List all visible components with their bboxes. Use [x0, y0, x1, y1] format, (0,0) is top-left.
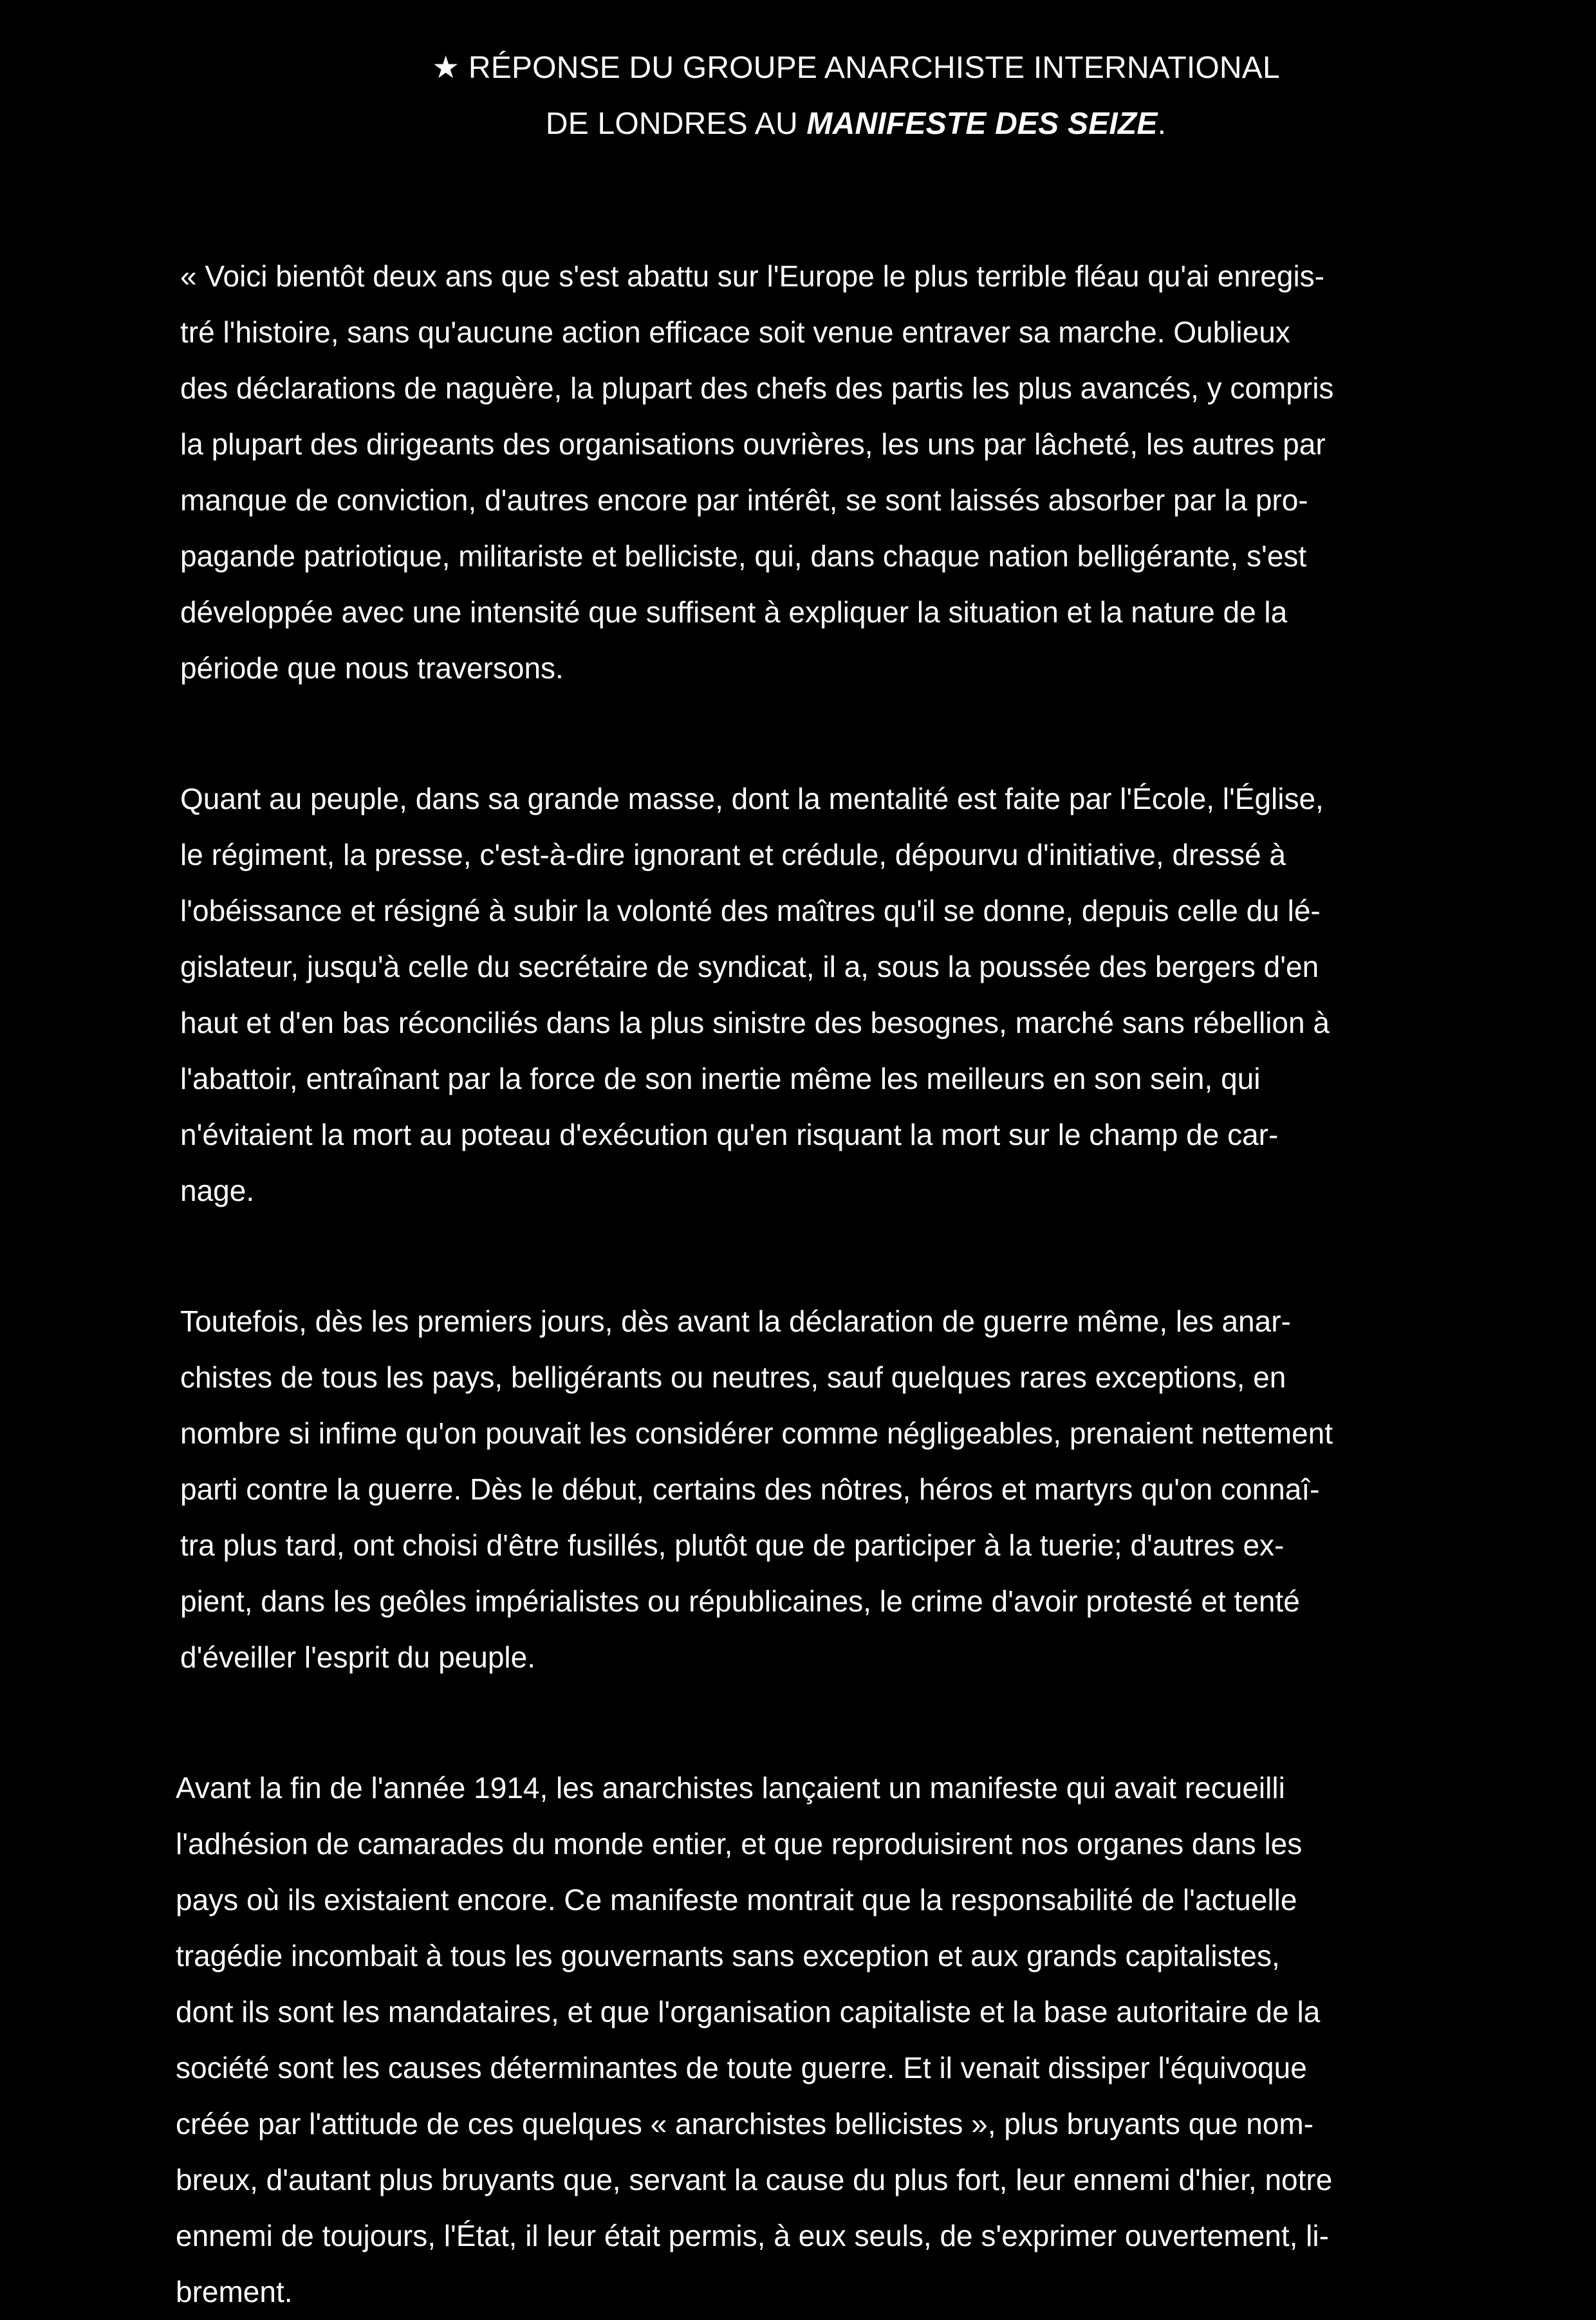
- text-line: Avant la fin de l'année 1914, les anarchistes lançaient un manifeste qui avait recueilli: [176, 1771, 1285, 1805]
- text-line: parti contre la guerre. Dès le début, certains des nôtres, héros et martyrs qu'on connaî-: [180, 1472, 1320, 1506]
- paragraph-gap: [0, 1219, 1596, 1294]
- text-line: nombre si infime qu'on pouvait les considérer comme négligeables, prenaient nettement: [180, 1416, 1333, 1450]
- title-manifesto-name: MANIFESTE DES SEIZE: [806, 107, 1158, 141]
- text-line: pient, dans les geôles impérialistes ou républicaines, le crime d'avoir protesté et tenté: [180, 1584, 1300, 1618]
- paragraph-1: [0, 248, 1596, 696]
- text-line: tré l'histoire, sans qu'aucune action efficace soit venue entraver sa marche. Oublieux: [180, 315, 1290, 349]
- title-line-1: [0, 40, 1596, 96]
- text-line: d'éveiller l'esprit du peuple.: [180, 1640, 535, 1674]
- document-title: [0, 40, 1596, 152]
- text-line: l'abattoir, entraînant par la force de son inertie même les meilleurs en son sein, qui: [180, 1062, 1261, 1095]
- star-icon: ★: [432, 51, 460, 85]
- text-line: brement.: [176, 2275, 293, 2308]
- paragraph-gap: [0, 1685, 1596, 1760]
- text-line: des déclarations de naguère, la plupart des chefs des partis les plus avancés, y compris: [180, 371, 1334, 405]
- text-line: « Voici bientôt deux ans que s'est abattu sur l'Europe le plus terrible fléau qu'ai enregis-: [180, 259, 1324, 293]
- paragraph-2: [0, 771, 1596, 1219]
- paragraph-gap: [0, 696, 1596, 771]
- title-text-1: RÉPONSE DU GROUPE ANARCHISTE INTERNATIONAL: [468, 51, 1280, 85]
- text-line: pagande patriotique, militariste et belliciste, qui, dans chaque nation belligérante, s'est: [180, 539, 1307, 573]
- text-line: pays où ils existaient encore. Ce manifeste montrait que la responsabilité de l'actuelle: [176, 1883, 1297, 1916]
- title-text-2-suffix: .: [1157, 107, 1167, 141]
- text-line: période que nous traversons.: [180, 651, 564, 685]
- text-line: chistes de tous les pays, belligérants ou neutres, sauf quelques rares exceptions, en: [180, 1360, 1286, 1394]
- text-line: manque de conviction, d'autres encore par intérêt, se sont laissés absorber par la pro-: [180, 483, 1308, 517]
- text-line: l'obéissance et résigné à subir la volonté des maîtres qu'il se donne, depuis celle du lé-: [180, 894, 1321, 927]
- text-line: créée par l'attitude de ces quelques « anarchistes bellicistes », plus bruyants que nom-: [176, 2107, 1314, 2140]
- text-line: haut et d'en bas réconciliés dans la plus sinistre des besognes, marché sans rébellion à: [180, 1006, 1330, 1039]
- text-line: nage.: [180, 1174, 255, 1207]
- text-line: gislateur, jusqu'à celle du secrétaire de syndicat, il a, sous la poussée des bergers d'en: [180, 950, 1319, 983]
- text-line: ennemi de toujours, l'État, il leur était permis, à eux seuls, de s'exprimer ouvertement, li-: [176, 2219, 1329, 2252]
- text-line: Toutefois, dès les premiers jours, dès avant la déclaration de guerre même, les anar-: [180, 1304, 1291, 1338]
- text-line: tragédie incombait à tous les gouvernants sans exception et aux grands capitalistes,: [176, 1939, 1280, 1972]
- text-line: la plupart des dirigeants des organisations ouvrières, les uns par lâcheté, les autres par: [180, 427, 1326, 461]
- title-text-2-prefix: DE LONDRES AU: [545, 107, 807, 141]
- text-line: Quant au peuple, dans sa grande masse, dont la mentalité est faite par l'École, l'Église,: [180, 782, 1324, 815]
- document-body: [0, 248, 1596, 2320]
- text-line: dont ils sont les mandataires, et que l'organisation capitaliste et la base autoritaire de la: [176, 1995, 1321, 2028]
- text-line: n'évitaient la mort au poteau d'exécution qu'en risquant la mort sur le champ de car-: [180, 1118, 1279, 1151]
- text-line: tra plus tard, ont choisi d'être fusillés, plutôt que de participer à la tuerie; d'autres ex-: [180, 1528, 1285, 1562]
- paragraph-3: [0, 1294, 1596, 1685]
- text-line: l'adhésion de camarades du monde entier, et que reproduisirent nos organes dans les: [176, 1827, 1303, 1861]
- title-line-2: [0, 96, 1596, 152]
- text-line: le régiment, la presse, c'est-à-dire ignorant et crédule, dépourvu d'initiative, dressé à: [180, 838, 1286, 871]
- paragraph-4: [0, 1760, 1596, 2320]
- text-line: breux, d'autant plus bruyants que, servant la cause du plus fort, leur ennemi d'hier, notre: [176, 2163, 1333, 2196]
- text-line: développée avec une intensité que suffisent à expliquer la situation et la nature de la: [180, 595, 1288, 629]
- text-line: société sont les causes déterminantes de toute guerre. Et il venait dissiper l'équivoque: [176, 2051, 1307, 2084]
